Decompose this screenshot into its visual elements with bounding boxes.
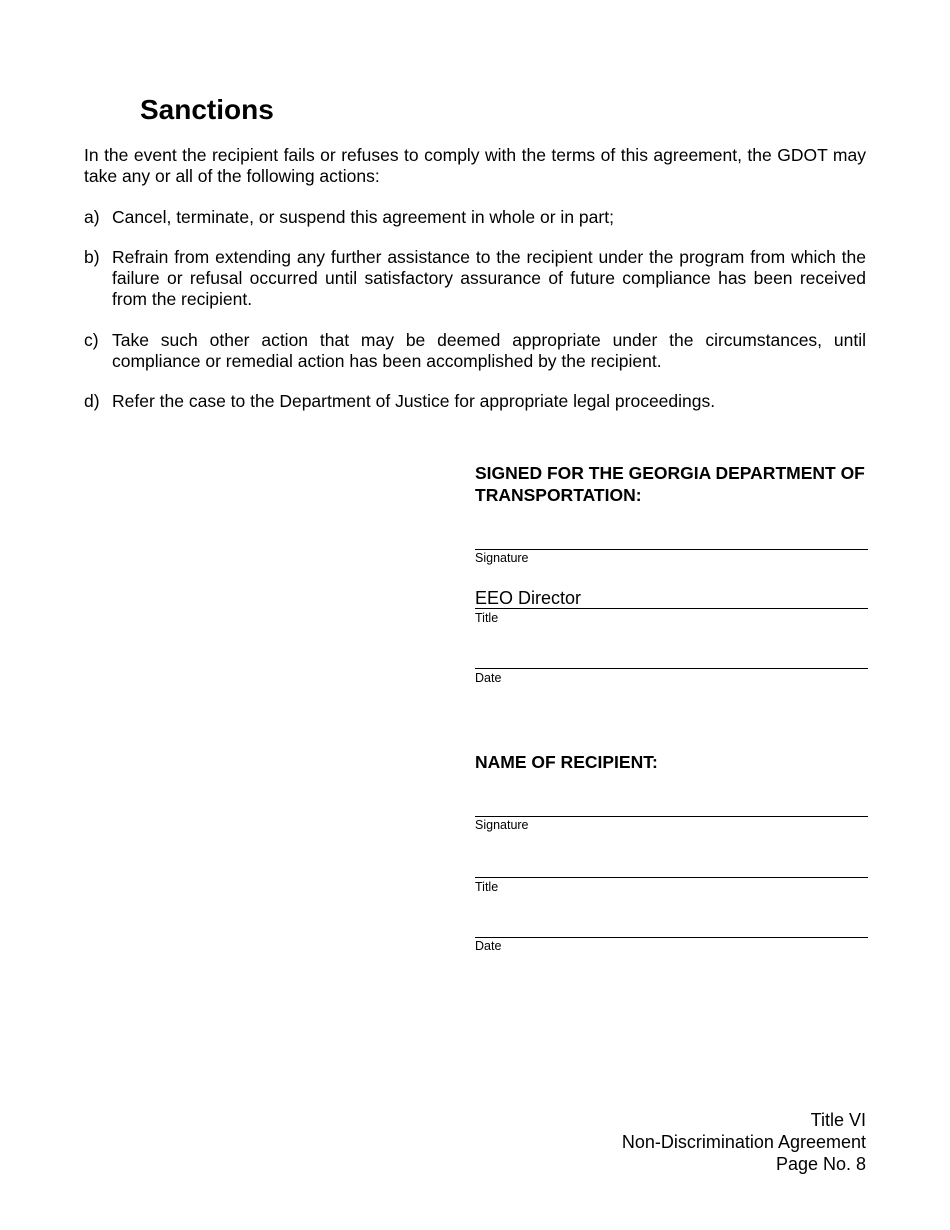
gdot-signature-label: Signature — [475, 551, 529, 565]
action-marker: a) — [84, 207, 100, 227]
gdot-date-label: Date — [475, 671, 502, 685]
gdot-title-label: Title — [475, 611, 499, 625]
action-marker: c) — [84, 330, 99, 350]
footer-agreement-name: Non-Discrimination Agreement — [621, 1132, 866, 1152]
recipient-signature-label: Signature — [475, 818, 529, 832]
action-text: Refer the case to the Department of Justice for appropriate legal proceedings. — [112, 391, 716, 411]
gdot-signature-heading: SIGNED FOR THE GEORGIA DEPARTMENT OF TRANSPORTATION: — [475, 463, 865, 505]
recipient-title-line[interactable] — [475, 877, 868, 878]
action-marker: d) — [84, 391, 100, 411]
gdot-title-line[interactable] — [475, 608, 868, 609]
footer-page-number: Page No. 8 — [775, 1154, 866, 1174]
recipient-date-label: Date — [475, 939, 502, 953]
action-text: Take such other action that may be deemed appropriate under the circumstances, until compliance or remedial action has been accomplished by the recipient. — [112, 330, 866, 371]
section-heading: Sanctions — [140, 94, 274, 125]
action-item-b — [84, 247, 866, 310]
page-footer — [622, 1109, 866, 1175]
gdot-signature-line[interactable] — [475, 549, 868, 550]
action-item-c — [84, 330, 866, 372]
action-text: Refrain from extending any further assistance to the recipient under the program from which the failure or refusal occurred until satisfactory assurance of future compliance has been received from the recipient. — [112, 247, 866, 309]
gdot-title-value: EEO Director — [475, 588, 582, 608]
recipient-signature-heading: NAME OF RECIPIENT: — [475, 752, 658, 772]
action-text: Cancel, terminate, or suspend this agreement in whole or in part; — [112, 207, 614, 227]
action-item-d — [84, 391, 866, 412]
recipient-date-line[interactable] — [475, 937, 868, 938]
recipient-title-label: Title — [475, 880, 499, 894]
recipient-signature-line[interactable] — [475, 816, 868, 817]
action-item-a — [84, 207, 866, 228]
action-marker: b) — [84, 247, 100, 267]
intro-paragraph: In the event the recipient fails or refuses to comply with the terms of this agreement, the GDOT may take any or all of the following actions: — [84, 145, 866, 186]
gdot-date-line[interactable] — [475, 668, 868, 669]
footer-title: Title VI — [810, 1110, 866, 1130]
